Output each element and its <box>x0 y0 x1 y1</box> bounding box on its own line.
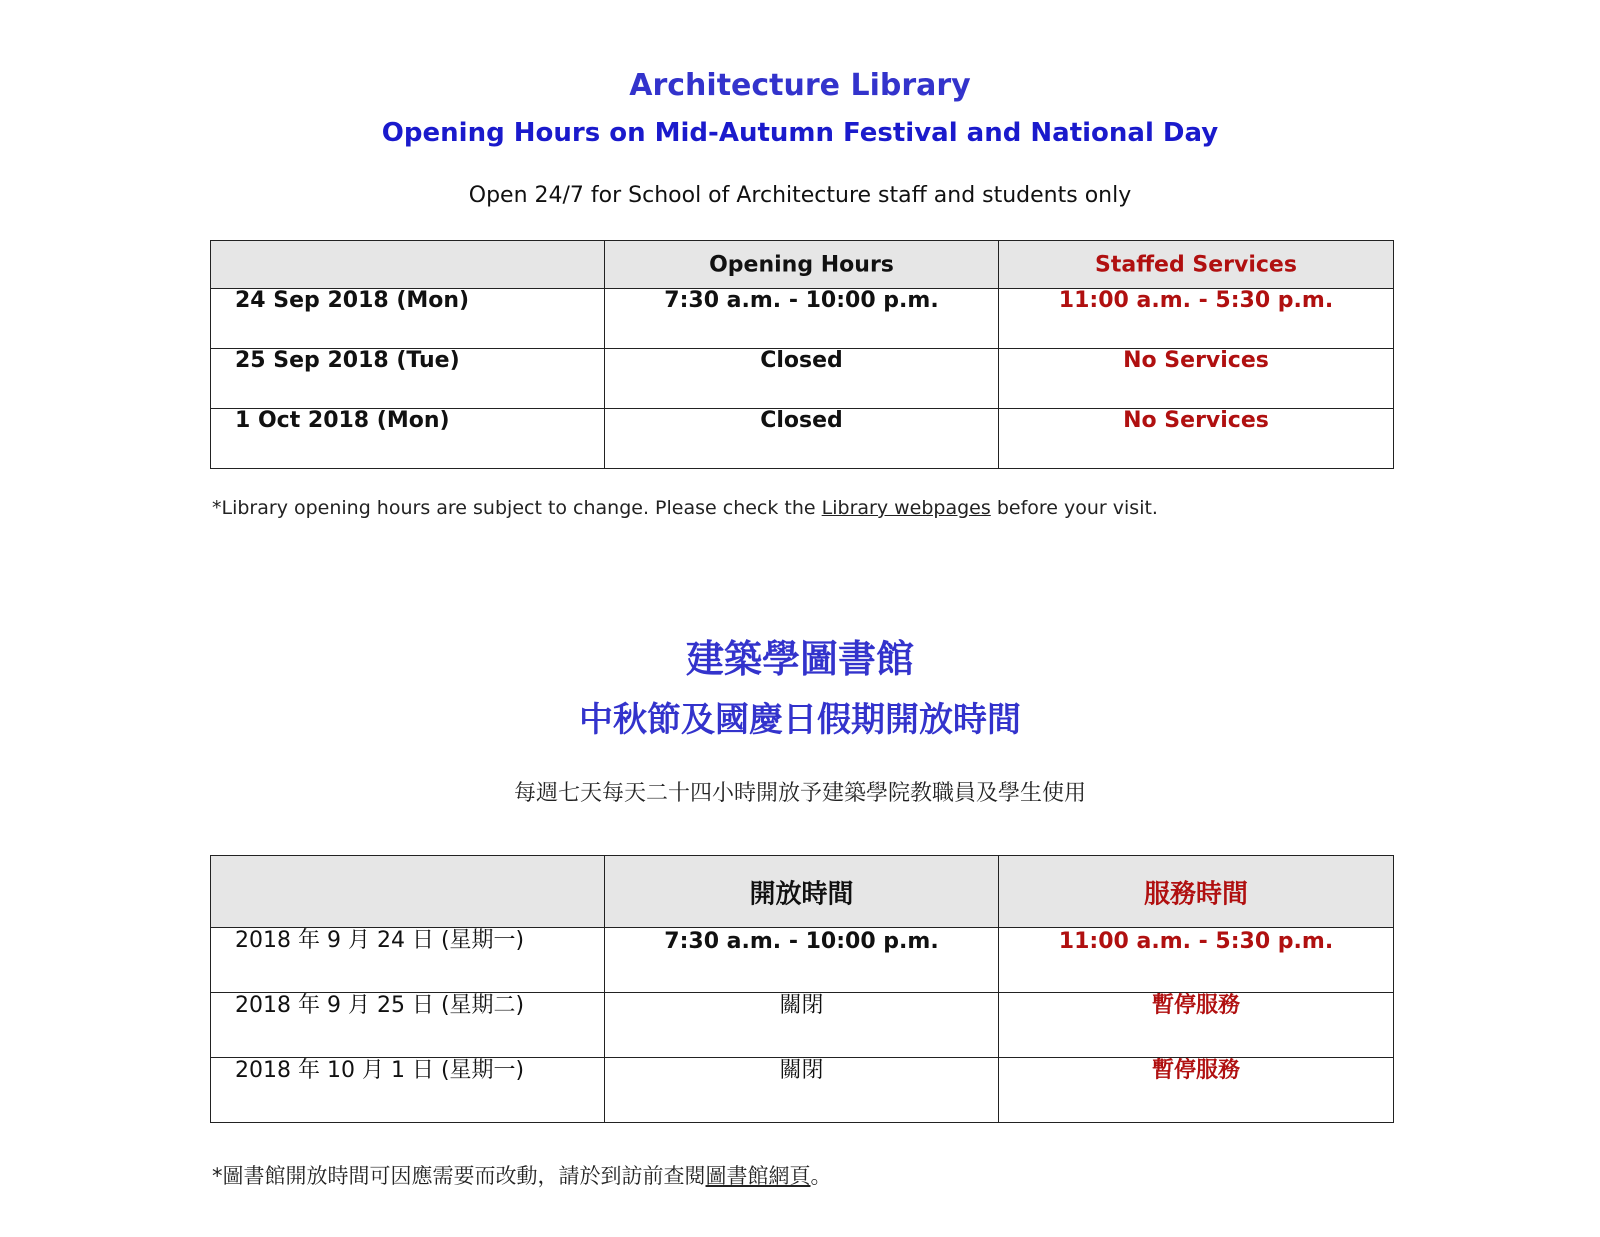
library-webpages-link[interactable]: Library webpages <box>821 497 991 519</box>
page-title-english: Architecture Library <box>629 68 971 103</box>
footnote-english <box>212 497 1158 519</box>
header-cell-empty <box>211 241 605 289</box>
header-cell-opening-hours: Opening Hours <box>605 241 999 289</box>
footnote-text-end: 。 <box>810 1164 832 1188</box>
footnote-text: *圖書館開放時間可因應需要而改動，請於到訪前查閱 <box>212 1164 706 1188</box>
table-row <box>211 349 1394 409</box>
date-cell: 2018 年 9 月 24 日 (星期一) <box>211 928 605 993</box>
staffed-services-cell: 暫停服務 <box>999 993 1394 1058</box>
header-cell-staffed-services: Staffed Services <box>999 241 1394 289</box>
table-row <box>211 993 1394 1058</box>
date-cell: 2018 年 9 月 25 日 (星期二) <box>211 993 605 1058</box>
page-title-chinese: 建築學圖書館 <box>685 637 914 681</box>
opening-hours-cell: 關閉 <box>605 1058 999 1123</box>
table-row <box>211 1058 1394 1123</box>
table-row <box>211 289 1394 349</box>
footnote-text: *Library opening hours are subject to change. Please check the <box>212 497 822 519</box>
date-cell: 2018 年 10 月 1 日 (星期一) <box>211 1058 605 1123</box>
page-subtitle-english: Opening Hours on Mid-Autumn Festival and National Day <box>381 118 1219 148</box>
staffed-services-cell: No Services <box>999 409 1394 469</box>
staffed-services-cell: 11:00 a.m. - 5:30 p.m. <box>999 928 1394 993</box>
staffed-services-cell: No Services <box>999 349 1394 409</box>
table-row <box>211 928 1394 993</box>
table-header-row <box>211 856 1394 928</box>
page-subtitle-chinese: 中秋節及國慶日假期開放時間 <box>579 700 1021 740</box>
opening-hours-cell: Closed <box>605 349 999 409</box>
table-row <box>211 409 1394 469</box>
footnote-chinese <box>212 1160 832 1190</box>
footnote-text-end: before your visit. <box>990 497 1158 519</box>
date-cell: 24 Sep 2018 (Mon) <box>211 289 605 349</box>
date-cell: 25 Sep 2018 (Tue) <box>211 349 605 409</box>
intro-text-english: Open 24/7 for School of Architecture staff and students only <box>468 183 1132 208</box>
opening-hours-cell: 關閉 <box>605 993 999 1058</box>
header-cell-opening-hours: 開放時間 <box>605 856 999 928</box>
date-cell: 1 Oct 2018 (Mon) <box>211 409 605 469</box>
opening-hours-cell: 7:30 a.m. - 10:00 p.m. <box>605 928 999 993</box>
intro-text-chinese: 每週七天每天二十四小時開放予建築學院教職員及學生使用 <box>513 781 1086 806</box>
table-header-row <box>211 241 1394 289</box>
opening-hours-cell: Closed <box>605 409 999 469</box>
opening-hours-table-english <box>210 240 1394 469</box>
staffed-services-cell: 暫停服務 <box>999 1058 1394 1123</box>
opening-hours-table-chinese <box>210 855 1394 1123</box>
staffed-services-cell: 11:00 a.m. - 5:30 p.m. <box>999 289 1394 349</box>
opening-hours-cell: 7:30 a.m. - 10:00 p.m. <box>605 289 999 349</box>
library-webpages-link-chinese[interactable]: 圖書館網頁 <box>705 1164 811 1188</box>
header-cell-empty <box>211 856 605 928</box>
header-cell-staffed-services: 服務時間 <box>999 856 1394 928</box>
